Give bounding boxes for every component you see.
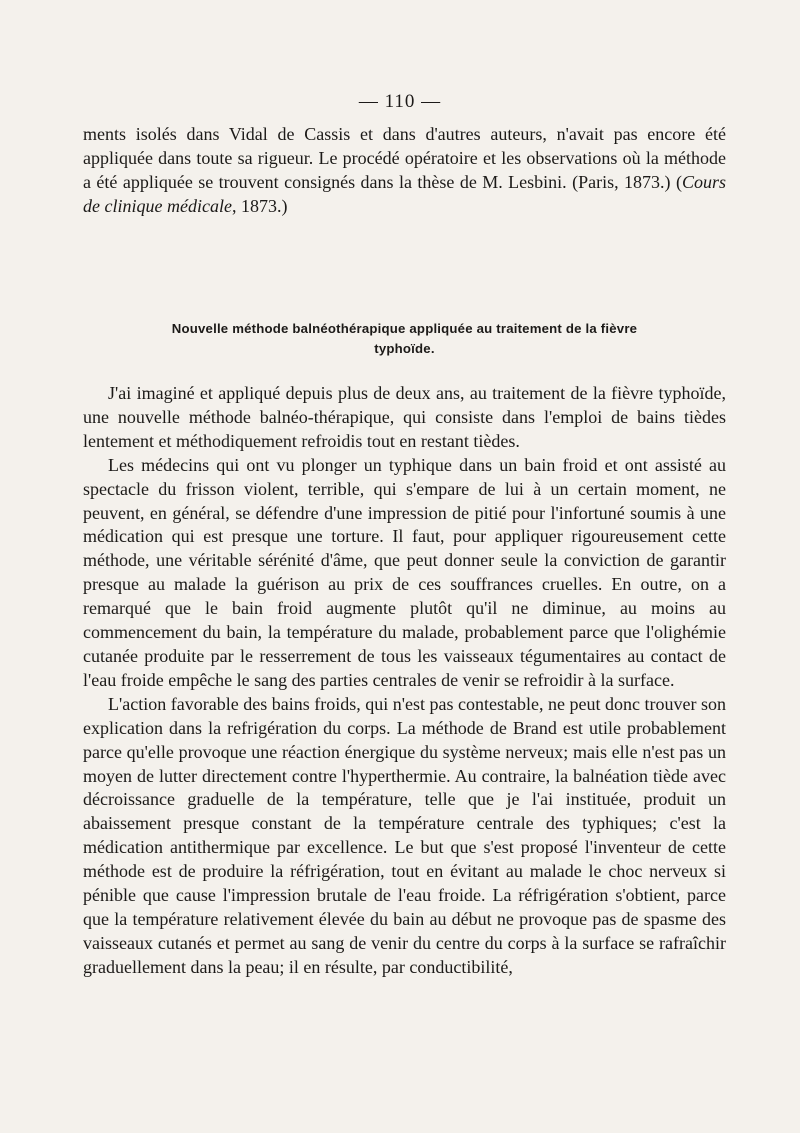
section-heading bbox=[83, 319, 726, 359]
paragraph-1: J'ai imaginé et appliqué depuis plus de deux ans, au traitement de la fièvre typhoïde, une nouvelle méthode balnéo-thérapique, qui consiste dans l'emploi de bains tièdes lentement et méthodiquement refroidis tout en restant tièdes. bbox=[83, 383, 726, 451]
body-text bbox=[83, 382, 726, 980]
citation-title: Cours de clinique médicale bbox=[83, 171, 726, 216]
intro-line-1: ments isolés dans Vidal de Cassis et dans d'autres auteurs, n'avait pas encore bbox=[83, 124, 696, 144]
intro-line-2: été appliquée dans toute sa rigueur. Le procédé opératoire et les observations où bbox=[83, 124, 727, 168]
citation-tail: , 1873.) bbox=[231, 195, 288, 216]
paragraph-3: L'action favorable des bains froids, qui n'est pas contestable, ne peut donc trouver son explication dans la refrigération du corps. La méthode de Brand est utile probablement parce qu'elle provoque une réaction énergique du système nerveux; mais elle n'est pas un moyen de lutter directement contre l'hyperthermie. Au contraire, la balnéation tiède avec décroissance graduelle de la température, telle que je l'ai instituée, produit un abaissement presque constant de la température centrale des typhiques; c'est la médication antithermique par excellence. Le but que s'est proposé l'inventeur de cette méthode est de produire la réfrigération, tout en évitant au malade le choc nerveux si pénible que cause l'impression brutale de l'eau froide. La réfrigération s'obtient, parce que la température relativement élevée du bain au début ne provoque pas de spasme des vaisseaux cutanés et permet au sang de venir du centre du corps à la surface se rafraîchir graduellement dans la peau; il en résulte, par conductibilité, bbox=[83, 693, 726, 977]
page-number: — 110 — bbox=[358, 91, 442, 112]
intro-text bbox=[83, 123, 726, 219]
section-heading-line-2: typhoïde. bbox=[374, 341, 435, 356]
section-heading-line-1: Nouvelle méthode balnéothérapique appliquée au traitement de la fièvre bbox=[171, 321, 638, 336]
intro-line-3: la méthode a été appliquée se trouvent consignés dans la thèse de M. Lesbini. bbox=[83, 147, 727, 192]
intro-paragraph bbox=[83, 123, 726, 219]
intro-line-4: (Paris, 1873.) ( bbox=[572, 171, 682, 192]
paragraph-2: Les médecins qui ont vu plonger un typhique dans un bain froid et ont assisté au spectacle du frisson violent, terrible, qui s'empare de lui à un certain moment, ne peuvent, en général, se défendre d'une impression de pitié pour l'infortuné soumis à une médication qui est presque une torture. Il faut, pour appliquer rigoureusement cette méthode, une véritable sérénité d'âme, que peut donner seule la conviction de garantir presque au malade la guérison au prix de ces souffrances cruelles. En outre, on a remarqué que le bain froid augmente plutôt qu'il ne diminue, au moins au commencement du bain, la température du malade, probablement parce que l'olighémie cutanée produite par le resserrement de tous les vaisseaux tégumentaires au contact de l'eau froide empêche le sang des parties centrales de venir se refroidir à la surface. bbox=[83, 454, 726, 690]
